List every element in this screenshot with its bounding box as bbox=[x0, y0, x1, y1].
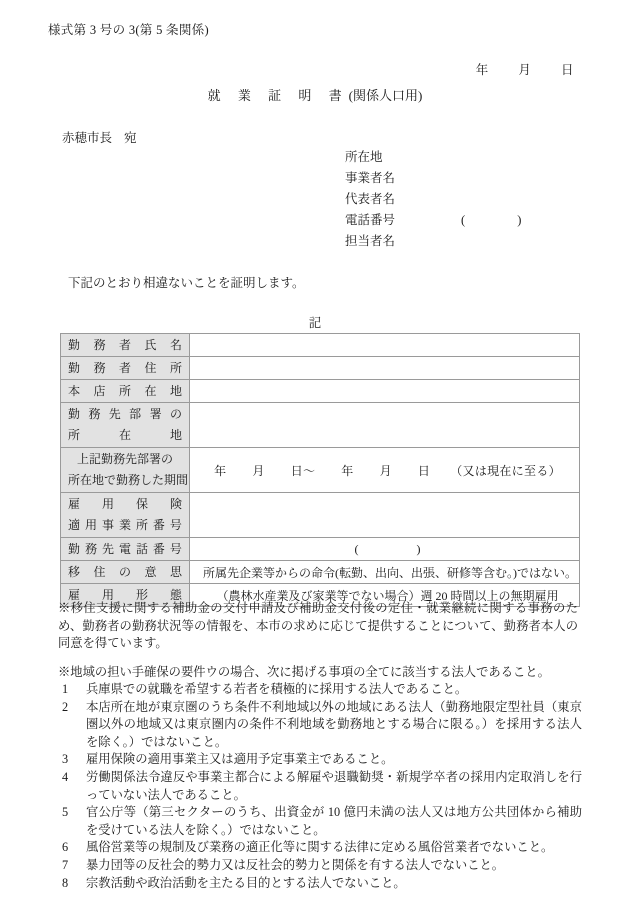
company-location-row bbox=[345, 147, 521, 168]
phone-paren-close: ) bbox=[517, 213, 522, 227]
label-char: 務 bbox=[93, 337, 106, 352]
row-value-work-period[interactable] bbox=[190, 448, 580, 493]
label-char: 所 bbox=[68, 428, 81, 442]
list-item-number: 3 bbox=[62, 752, 69, 767]
ki-mark: 記 bbox=[308, 316, 322, 330]
label-char: 適 bbox=[68, 518, 81, 532]
row-value-workplace-phone[interactable] bbox=[190, 538, 580, 561]
label-char: 用 bbox=[101, 497, 114, 511]
row-value-worker-address[interactable] bbox=[190, 357, 580, 380]
list-item-number: 1 bbox=[62, 682, 69, 696]
company-location-label: 所在地 bbox=[345, 150, 383, 164]
label-char: 電 bbox=[118, 541, 131, 556]
label-char: 移 bbox=[68, 564, 81, 579]
document-title-main: 就 業 証 明 書 bbox=[207, 88, 349, 103]
label-char: 形 bbox=[135, 587, 148, 602]
label-char: 所 bbox=[169, 360, 182, 375]
table-row bbox=[61, 403, 580, 448]
label-char: 番 bbox=[152, 518, 165, 532]
label-char: 号 bbox=[169, 518, 182, 532]
list-item-number: 5 bbox=[62, 805, 69, 820]
label-char: 先 bbox=[108, 407, 121, 421]
period-end-day: 日 bbox=[417, 463, 431, 478]
table-row bbox=[61, 357, 580, 380]
row-value-department-location[interactable] bbox=[190, 403, 580, 448]
period-end-month: 月 bbox=[379, 463, 392, 478]
label-char: 事 bbox=[101, 518, 114, 532]
label-char: の bbox=[118, 564, 131, 579]
list-item bbox=[58, 769, 582, 804]
company-info-block bbox=[345, 147, 521, 252]
tel-paren-open: ( bbox=[354, 541, 359, 556]
period-start-day: 日〜 bbox=[290, 463, 316, 478]
date-year-label: 年 bbox=[475, 63, 489, 77]
row-label-insurance-number bbox=[61, 493, 190, 538]
label-char: 所 bbox=[135, 518, 148, 532]
label-char: 話 bbox=[135, 541, 148, 556]
list-item-text: 本店所在地が東京圏のうち条件不利地域以外の地域にある法人（勤務地限定型社員（東京圏以外の地域又は東京圏内の条件不利地域を勤務地とする場合に限る。）を採用する法人を除く。）ではないこと。 bbox=[86, 699, 582, 749]
label-char: 地 bbox=[169, 383, 182, 398]
company-phone-label: 電話番号 bbox=[345, 213, 396, 227]
label-char: 地 bbox=[169, 428, 182, 442]
relocation-intent-text: 所属先企業等からの命令(転勤、出向、出張、研修等含む。)ではない。 bbox=[203, 565, 577, 580]
row-value-insurance-number[interactable] bbox=[190, 493, 580, 538]
label-char: 名 bbox=[169, 337, 182, 352]
addressee-name: 赤穂市長 bbox=[62, 131, 113, 145]
requirement-intro-note: ※地域の担い手確保の要件ウの場合、次に掲げる事項の全てに該当する法人であること。 bbox=[58, 665, 550, 679]
label-line-1: 上記勤務先部署の bbox=[76, 452, 173, 466]
row-value-worker-name[interactable] bbox=[190, 334, 580, 357]
label-char: 番 bbox=[152, 541, 165, 556]
label-char: 在 bbox=[144, 383, 157, 398]
label-char: 険 bbox=[169, 497, 182, 511]
certification-statement: 下記のとおり相違ないことを証明します。 bbox=[68, 276, 305, 290]
list-item-number: 2 bbox=[62, 699, 69, 714]
table-row bbox=[61, 561, 580, 584]
document-title-suffix: (関係人口用) bbox=[348, 88, 423, 103]
tel-paren-close: ) bbox=[416, 541, 421, 556]
company-contact-label: 担当者名 bbox=[345, 234, 396, 248]
label-char: の bbox=[169, 407, 182, 421]
label-char: 雇 bbox=[68, 587, 81, 602]
company-representative-row bbox=[345, 189, 521, 210]
company-representative-label: 代表者名 bbox=[345, 192, 396, 206]
period-suffix: （又は現在に至る） bbox=[450, 463, 561, 478]
addressee bbox=[62, 128, 137, 146]
workplace-phone-field bbox=[196, 542, 579, 557]
label-char: 本 bbox=[68, 383, 81, 398]
list-item-number: 7 bbox=[62, 857, 69, 872]
row-label-head-office bbox=[61, 380, 190, 403]
form-code: 様式第 3 号の 3(第 5 条関係) bbox=[48, 23, 209, 37]
table-row bbox=[61, 493, 580, 538]
label-char: 部 bbox=[129, 407, 142, 421]
label-char: 氏 bbox=[144, 337, 157, 352]
list-item bbox=[58, 699, 582, 752]
label-char: 務 bbox=[93, 360, 106, 375]
list-item-text: 暴力団等の反社会的勢力又は反社会的勢力と関係を有する法人でないこと。 bbox=[86, 857, 505, 872]
table-row bbox=[61, 448, 580, 493]
company-contact-row bbox=[345, 231, 521, 252]
list-item-text: 兵庫県での就職を希望する若者を積極的に採用する法人であること。 bbox=[86, 682, 468, 696]
period-start-year: 年 bbox=[214, 463, 227, 478]
list-item-number: 6 bbox=[62, 840, 69, 855]
requirement-list bbox=[58, 681, 582, 892]
list-item-text: 雇用保険の適用事業主又は適用予定事業主であること。 bbox=[86, 752, 394, 767]
date-day-label: 日 bbox=[560, 63, 574, 77]
label-char: 用 bbox=[84, 518, 97, 532]
list-item-text: 官公庁等（第三セクターのうち、出資金が 10 億円未満の法人又は地方公共団体から補助を受けている法人を除く。）ではないこと。 bbox=[86, 805, 582, 837]
row-value-head-office[interactable] bbox=[190, 380, 580, 403]
table-row bbox=[61, 334, 580, 357]
label-char: 署 bbox=[149, 407, 162, 421]
table-row bbox=[61, 538, 580, 561]
row-label-department-location bbox=[61, 403, 190, 448]
label-char: 用 bbox=[101, 587, 114, 602]
label-char: 雇 bbox=[68, 497, 81, 511]
label-char: 勤 bbox=[68, 407, 81, 421]
period-start-month: 月 bbox=[252, 463, 265, 478]
label-char: 保 bbox=[135, 497, 148, 511]
list-item bbox=[58, 751, 582, 769]
list-item-number: 8 bbox=[62, 875, 69, 890]
company-name-label: 事業者名 bbox=[345, 171, 396, 185]
list-item bbox=[58, 839, 582, 857]
label-char: 務 bbox=[84, 541, 97, 556]
list-item bbox=[58, 804, 582, 839]
label-char: 勤 bbox=[68, 541, 81, 556]
date-line bbox=[476, 60, 574, 78]
addressee-suffix: 宛 bbox=[124, 131, 137, 145]
row-label-work-period bbox=[61, 448, 190, 493]
list-item-number: 4 bbox=[62, 769, 69, 784]
list-item-text: 風俗営業等の規制及び業務の適正化等に関する法律に定める風俗営業者でないこと。 bbox=[86, 840, 554, 855]
company-phone-row bbox=[345, 210, 521, 231]
label-char: 住 bbox=[93, 564, 106, 579]
label-char: 務 bbox=[88, 407, 101, 421]
label-char: 号 bbox=[169, 541, 182, 556]
label-char: 思 bbox=[169, 564, 182, 579]
label-char: 先 bbox=[101, 541, 114, 556]
row-label-relocation-intent bbox=[61, 561, 190, 584]
row-label-worker-name bbox=[61, 334, 190, 357]
list-item bbox=[58, 857, 582, 875]
list-item-text: 宗教活動や政治活動を主たる目的とする法人でないこと。 bbox=[86, 875, 406, 890]
date-month-label: 月 bbox=[518, 63, 532, 77]
label-char: 住 bbox=[144, 360, 157, 375]
label-char: 店 bbox=[93, 383, 106, 398]
label-char: 所 bbox=[118, 383, 131, 398]
label-line-2: 所在地で勤務した期間 bbox=[68, 473, 189, 487]
consent-note: ※移住支援に関する補助金の交付申請及び補助金交付後の定住・就業継続に関する事務のため、勤務者の勤務状況等の情報を、本市の求めに応じて提供することについて、勤務者本人の同意を得ています。 bbox=[58, 601, 578, 651]
employment-type-text: （農林水産業及び家業等でない場合）週 20 時間以上の無期雇用 bbox=[216, 588, 559, 603]
label-char: 意 bbox=[144, 564, 157, 579]
list-item-text: 労働関係法令違反や事業主都合による解雇や退職勧奨・新規学卒者の採用内定取消しを行っていない法人であること。 bbox=[86, 769, 582, 802]
company-name-row bbox=[345, 168, 521, 189]
work-period-fields bbox=[196, 462, 579, 479]
label-char: 勤 bbox=[68, 337, 81, 352]
list-item bbox=[58, 681, 582, 699]
label-char: 者 bbox=[118, 360, 131, 375]
period-end-year: 年 bbox=[341, 463, 354, 478]
label-char: 者 bbox=[118, 337, 131, 352]
employment-details-table bbox=[60, 333, 580, 607]
label-char: 在 bbox=[118, 428, 131, 442]
row-label-worker-address bbox=[61, 357, 190, 380]
row-label-workplace-phone bbox=[61, 538, 190, 561]
label-char: 態 bbox=[169, 587, 182, 602]
label-char: 業 bbox=[118, 518, 131, 532]
list-item bbox=[58, 875, 582, 893]
row-value-relocation-intent[interactable] bbox=[190, 561, 580, 584]
table-row bbox=[61, 380, 580, 403]
phone-paren-open: ( bbox=[461, 213, 466, 227]
label-char: 勤 bbox=[68, 360, 81, 375]
page-title bbox=[0, 85, 630, 104]
